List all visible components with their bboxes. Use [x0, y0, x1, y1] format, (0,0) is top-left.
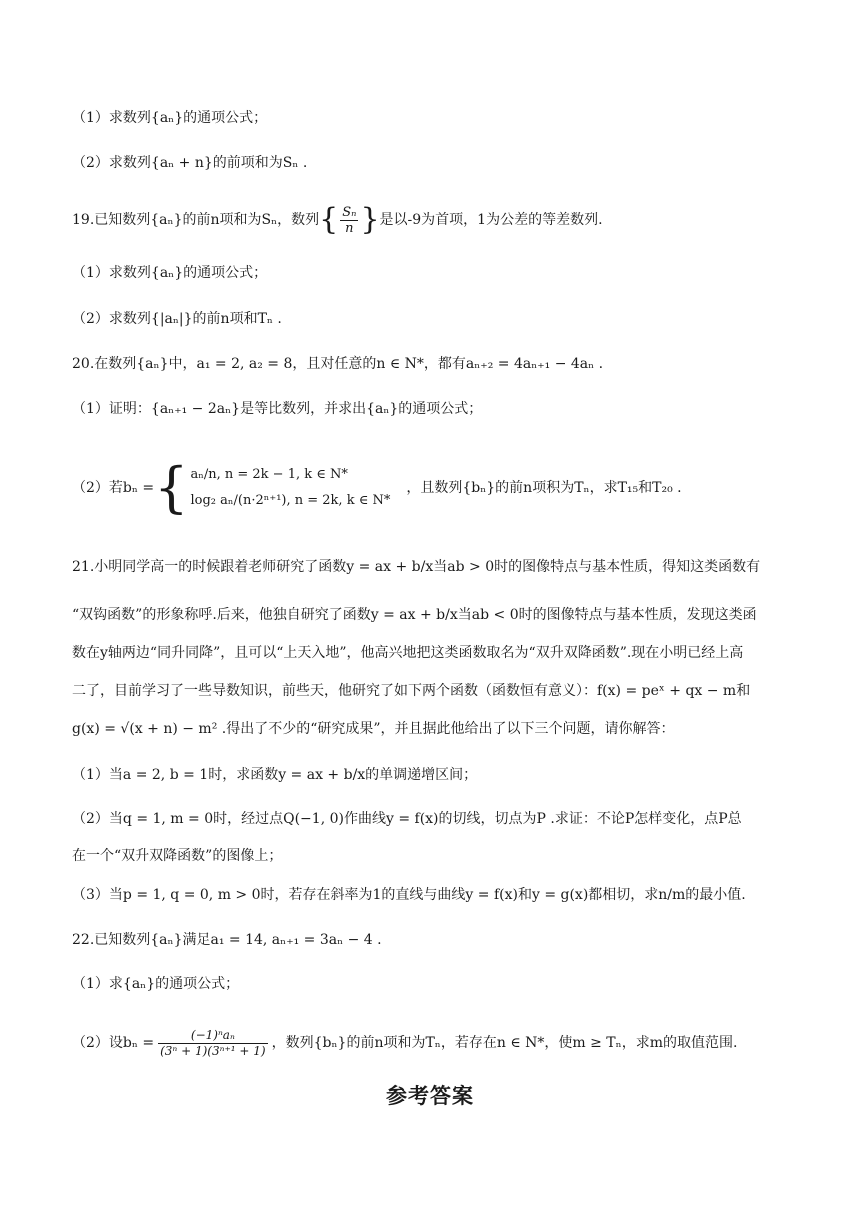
q22-part2 [72, 1018, 792, 1068]
q20-case-even: log₂ aₙ/(n·2ⁿ⁺¹), n = 2k, k ∈ N* [190, 493, 391, 508]
q22-part1: （1）求{aₙ}的通项公式； [72, 976, 240, 992]
q22-stem: 22.已知数列{aₙ}满足a₁ = 14, aₙ₊₁ = 3aₙ − 4 . [72, 932, 382, 948]
q20-part2-tail: ，且数列{bₙ}的前n项积为Tₙ，求T₁₅和T₂₀ . [406, 480, 682, 496]
q20-case-odd: aₙ/n, n = 2k − 1, k ∈ N* [190, 467, 348, 482]
q21-line3: 数在y轴两边“同升同降”，且可以“上天入地”，他高兴地把这类函数取名为“双升双降函数”.现在小明已经上高 [72, 645, 744, 661]
q21-line5: g(x) = √(x + n) − m² .得出了不少的“研究成果”，并且据此他给出了以下三个问题，请你解答： [72, 721, 675, 737]
q22-frac-num: (−1)ⁿaₙ [158, 1028, 268, 1044]
q20-part1: （1）证明：{aₙ₊₁ − 2aₙ}是等比数列，并求出{aₙ}的通项公式； [72, 401, 483, 417]
q19-stem: 19.已知数列{aₙ}的前n项和为Sₙ，数列{ $\frac{\text{Sₙ}}{n}$ }是以-9为首项，1为公差的等差数列. [72, 202, 603, 237]
q20-stem: 20.在数列{aₙ}中，a₁ = 2, a₂ = 8，且对任意的n ∈ N*，都有aₙ₊₂ = 4aₙ₊₁ − 4aₙ . [72, 356, 604, 372]
q21-line4: 二了，目前学习了一些导数知识，前些天，他研究了如下两个函数（函数恒有意义）：f(x) = peˣ + qx − m和 [72, 683, 751, 699]
q18-part2: （2）求数列{aₙ + n}的前项和为Sₙ . [72, 155, 308, 171]
q19-part1: （1）求数列{aₙ}的通项公式； [72, 265, 268, 281]
q20-part2-lead: （2）若bₙ = [72, 480, 155, 496]
q21-part2-b: 在一个“双升双降函数”的图像上； [72, 848, 283, 864]
q22-part2-tail: ，数列{bₙ}的前n项和为Tₙ，若存在n ∈ N*，使m ≥ Tₙ，求m的取值范围. [271, 1035, 738, 1051]
q18-part1: （1）求数列{aₙ}的通项公式； [72, 110, 268, 126]
q19-frac-num: Sₙ [342, 204, 357, 220]
answer-section-title: 参考答案 [386, 1084, 474, 1108]
q22-frac-den: (3ⁿ + 1)(3ⁿ⁺¹ + 1) [160, 1043, 266, 1058]
q20-piecewise: { aₙ/n, n = 2k − 1, k ∈ N* log₂ aₙ/(n·2ⁿ⁺¹), n = 2k, k ∈ N* [154, 456, 391, 519]
q19-part2: （2）求数列{|aₙ|}的前n项和Tₙ . [72, 311, 282, 327]
q19-stem-lead: 19.已知数列{aₙ}的前n项和为Sₙ，数列 [72, 212, 320, 228]
q22-part2-lead: （2）设bₙ = [72, 1035, 155, 1051]
q21-line2: “双钩函数”的形象称呼.后来，他独自研究了函数y = ax + b/x当ab < 0时的图像特点与基本性质，发现这类函 [72, 607, 757, 623]
q19-stem-tail: 是以-9为首项，1为公差的等差数列. [379, 212, 603, 228]
q21-part1: （1）当a = 2, b = 1时，求函数y = ax + b/x的单调递增区间； [72, 767, 478, 783]
q19-frac-den: n [345, 220, 354, 236]
q21-line1: 21.小明同学高一的时候跟着老师研究了函数y = ax + b/x当ab > 0时的图像特点与基本性质，得知这类函数有 [72, 559, 761, 575]
q21-part2-a: （2）当q = 1, m = 0时，经过点Q(−1, 0)作曲线y = f(x)的切线，切点为P .求证：不论P怎样变化，点P总 [72, 811, 742, 827]
q20-part2 [72, 448, 792, 528]
q21-part3: （3）当p = 1, q = 0, m > 0时，若存在斜率为1的直线与曲线y = f(x)和y = g(x)都相切，求n/m的最小值. [72, 887, 746, 903]
